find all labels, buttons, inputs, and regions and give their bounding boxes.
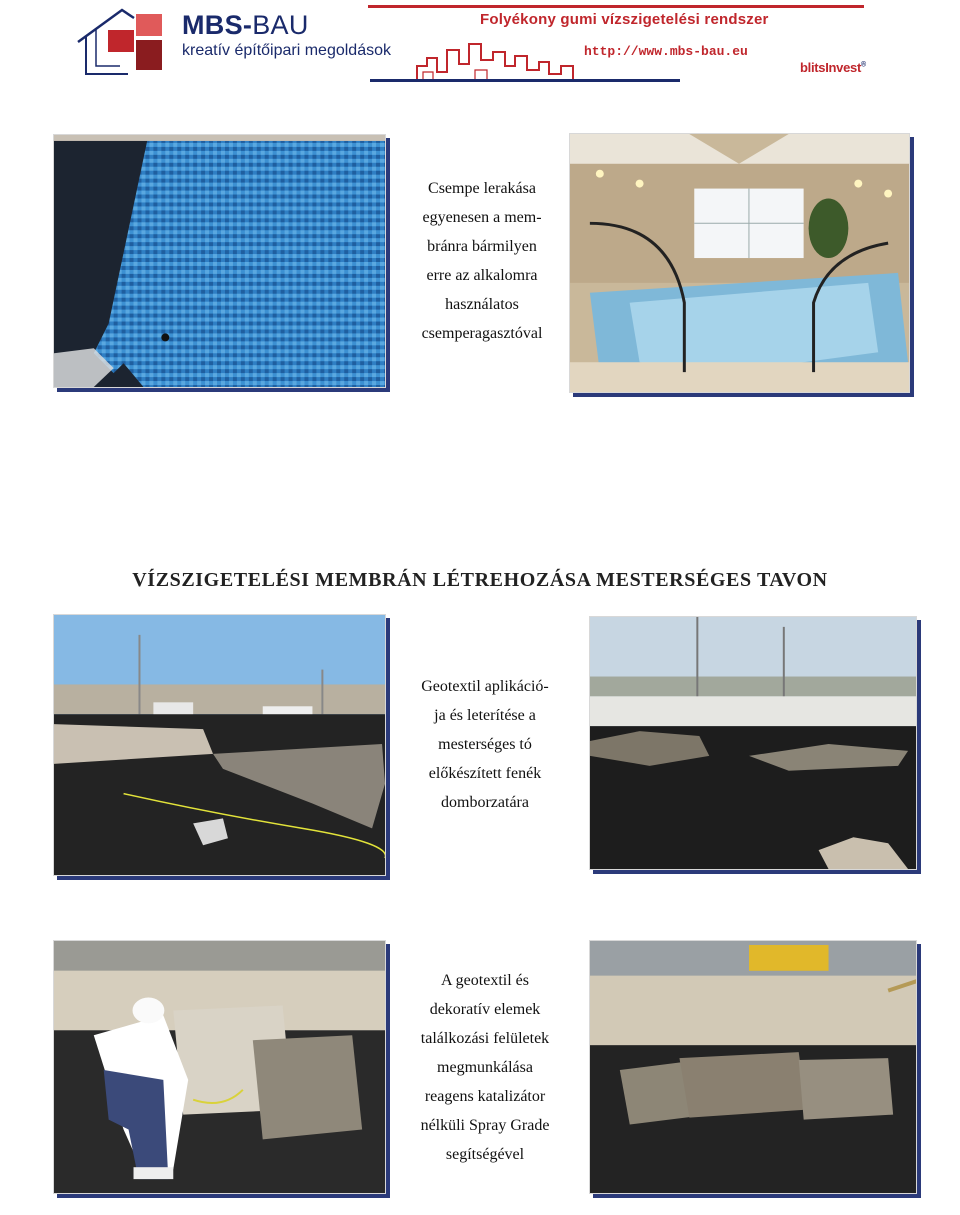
caption-line: Geotextil aplikáció- — [421, 678, 549, 695]
caption-line: bránra bármilyen — [427, 238, 537, 255]
caption-line: Csempe lerakása — [428, 180, 536, 197]
caption-line: egyenesen a mem- — [422, 209, 542, 226]
photo-indoor-pool — [569, 133, 910, 393]
brand-name: MBS-BAU — [182, 10, 309, 40]
caption-line: erre az alkalomra — [426, 267, 538, 284]
caption-line: találkozási felületek — [420, 1030, 550, 1047]
partner-logo: blitsInvest® — [800, 60, 866, 75]
caption-line: csemperagasztóval — [421, 325, 543, 342]
photo-sprayed-membrane — [589, 940, 917, 1194]
skyline-graphic — [415, 36, 585, 82]
header-url[interactable]: http://www.mbs-bau.eu — [584, 44, 748, 59]
caption-line: segítségével — [445, 1146, 525, 1163]
photo-pond-bed — [589, 616, 917, 870]
caption-line: használatos — [445, 296, 519, 313]
photo-geotextile-application — [53, 614, 386, 876]
caption-line: előkészített fenék — [428, 765, 542, 782]
caption-line: nélküli Spray Grade — [420, 1117, 550, 1134]
section-heading: VÍZSZIGETELÉSI MEMBRÁN LÉTREHOZÁSA MESTERSÉGES TAVON — [132, 569, 828, 591]
header-title: Folyékony gumi vízszigetelési rendszer — [480, 11, 769, 28]
caption-line: A geotextil és — [441, 972, 529, 989]
caption-spray-grade — [400, 966, 570, 1169]
mbs-bau-logo — [74, 6, 174, 76]
photo-worker-spraying — [53, 940, 386, 1194]
photo-mosaic-tile-wall — [53, 134, 386, 388]
caption-tile-laying — [400, 174, 564, 348]
caption-line: dekoratív elemek — [429, 1001, 541, 1018]
caption-geotextile — [400, 672, 570, 817]
caption-line: reagens katalizátor — [424, 1088, 546, 1105]
caption-line: megmunkálása — [437, 1059, 533, 1076]
caption-line: mesterséges tó — [438, 736, 532, 753]
caption-line: ja és leterítése a — [434, 707, 536, 724]
caption-line: domborzatára — [441, 794, 529, 811]
header-rule-bottom — [370, 79, 680, 82]
header-rule-top — [368, 5, 864, 8]
brand-tagline: kreatív építőipari megoldások — [182, 42, 391, 59]
